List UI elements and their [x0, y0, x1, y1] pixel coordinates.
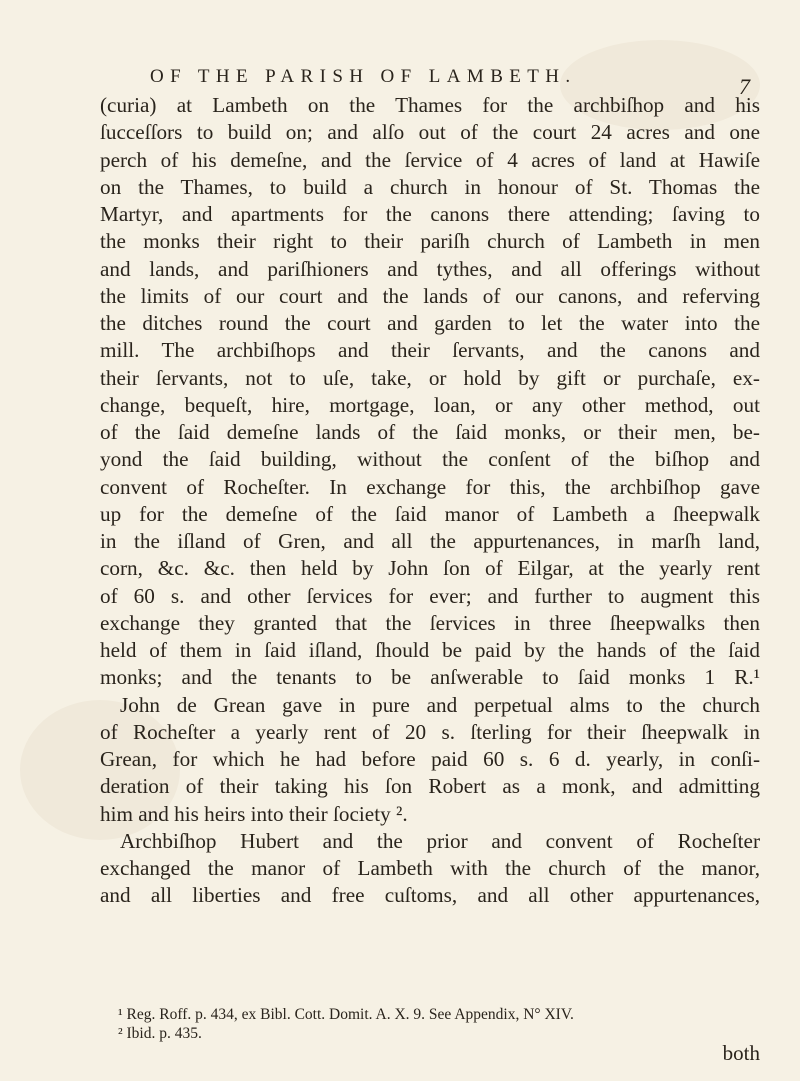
text-line: deration of their taking his ſon Robert as a monk, and admitting: [100, 774, 760, 799]
text-line: perch of his demeſne, and the ſervice of 4 acres of land at Hawiſe: [100, 147, 760, 172]
text-line: and lands, and pariſhioners and tythes, and all offerings without: [100, 256, 760, 281]
text-line: in the iſland of Gren, and all the appurtenances, in marſh land,: [100, 529, 760, 553]
text-line: held of them in ſaid iſland, ſhould be paid by the hands of the ſaid: [100, 638, 760, 662]
text-line: on the Thames, to build a church in honour of St. Thomas the: [100, 174, 760, 199]
text-line: exchange they granted that the ſervices in three ſheepwalks then: [100, 610, 760, 635]
footnote: ¹ Reg. Roff. p. 434, ex Bibl. Cott. Domit. A. X. 9. See Appendix, N° XIV.: [118, 1006, 574, 1023]
text-line: John de Grean gave in pure and perpetual alms to the church: [120, 692, 760, 717]
text-line: of Rocheſter a yearly rent of 20 s. ſterling for their ſheepwalk in: [100, 719, 760, 744]
text-line: up for the demeſne of the ſaid manor of Lambeth a ſheepwalk: [100, 501, 760, 526]
running-head: [150, 66, 750, 99]
text-line: and all liberties and free cuſtoms, and all other appurtenances,: [100, 883, 760, 908]
text-line: corn, &c. &c. then held by John ſon of Eilgar, at the yearly rent: [100, 556, 760, 581]
footnotes: [118, 1005, 758, 1043]
text-line: exchanged the manor of Lambeth with the church of the manor,: [100, 856, 760, 880]
text-line: the limits of our court and the lands of our canons, and referving: [100, 283, 760, 308]
running-title: OF THE PARISH OF LAMBETH.: [150, 66, 577, 87]
text-line: monks; and the tenants to be anſwerable to ſaid monks 1 R.¹: [100, 665, 760, 690]
text-line: the ditches round the court and garden to let the water into the: [100, 311, 760, 335]
text-line: convent of Rocheſter. In exchange for this, the archbiſhop gave: [100, 474, 760, 499]
footnote: ² Ibid. p. 435.: [118, 1025, 202, 1042]
text-line: mill. The archbiſhops and their ſervants, and the canons and: [100, 338, 760, 363]
text-line: their ſervants, not to uſe, take, or hold by gift or purchaſe, ex-: [100, 365, 760, 390]
text-line: the monks their right to their pariſh church of Lambeth in men: [100, 229, 760, 254]
text-line: of 60 s. and other ſervices for ever; and further to augment this: [100, 583, 760, 608]
text-line: ſucceſſors to build on; and alſo out of the court 24 acres and one: [100, 120, 760, 145]
page-number: 7: [739, 74, 750, 99]
text-line: Martyr, and apartments for the canons there attending; ſaving to: [100, 202, 760, 226]
body-text: [100, 92, 760, 910]
text-line: Archbiſhop Hubert and the prior and convent of Rocheſter: [120, 828, 760, 853]
text-line: of the ſaid demeſne lands of the ſaid monks, or their men, be-: [100, 420, 760, 444]
text-line: (curia) at Lambeth on the Thames for the archbiſhop and his: [100, 93, 760, 117]
catchword: both: [722, 1041, 760, 1065]
text-line: Grean, for which he had before paid 60 s. 6 d. yearly, in conſi-: [100, 747, 760, 771]
text-line: yond the ſaid building, without the conſent of the biſhop and: [100, 447, 760, 472]
text-line: him and his heirs into their ſociety ².: [100, 801, 408, 826]
text-line: change, bequeſt, hire, mortgage, loan, or any other method, out: [100, 392, 760, 417]
